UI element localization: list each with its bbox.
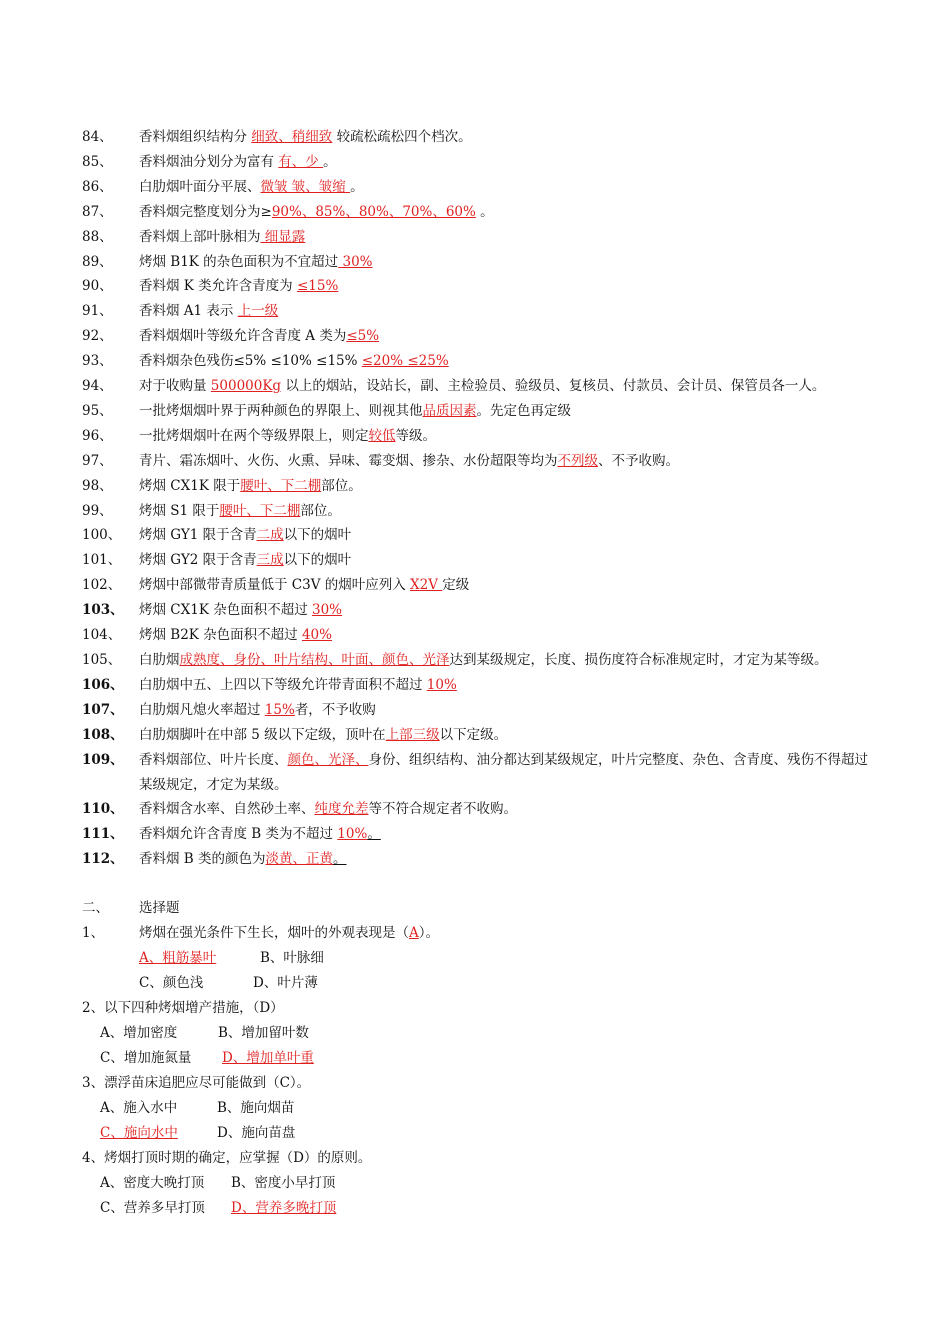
- item-text: [139, 324, 379, 348]
- item-number: 109、: [82, 751, 124, 768]
- item-number: 111、: [82, 826, 124, 843]
- answer-text: 30%: [312, 602, 343, 619]
- option-c: C、施向水中: [100, 1125, 178, 1141]
- item-text: [139, 847, 347, 871]
- item-text: [139, 523, 351, 547]
- question-text: 白肋烟叶面分平展、: [139, 178, 261, 195]
- answer-text: 颜色、光泽、: [287, 751, 369, 768]
- question-text: 青片、霜冻烟叶、火伤、火熏、异味、霉变烟、掺杂、水份超限等均为: [139, 452, 558, 469]
- item-text: [139, 125, 472, 149]
- question-number: 1、: [82, 925, 105, 941]
- item-number: 112、: [82, 851, 124, 868]
- question-text: 。: [475, 203, 494, 220]
- question-text: 烤烟 B2K 杂色面积不超过: [139, 627, 302, 643]
- question-text: 者，不予收购: [294, 701, 376, 718]
- item-text: [139, 723, 507, 747]
- item-number: 89、: [82, 253, 113, 270]
- item-text: [139, 274, 338, 298]
- item-text: [139, 698, 376, 722]
- option-d: D、叶片薄: [253, 975, 318, 991]
- question-text: 部位。: [300, 502, 341, 519]
- item-text: [139, 299, 278, 323]
- item-number: 93、: [82, 353, 113, 370]
- item-text: [139, 598, 342, 622]
- item-text: [139, 548, 351, 572]
- item-number: 96、: [82, 427, 113, 444]
- item-number: 98、: [82, 477, 113, 494]
- underlined-text: 。: [333, 851, 347, 868]
- item-number: 99、: [82, 502, 113, 519]
- question-text: 香料烟含水率、自然砂土率、: [139, 801, 315, 818]
- item-number: 90、: [82, 278, 113, 295]
- item-number: 101、: [82, 552, 122, 569]
- answer-text: 上部三级: [385, 726, 440, 743]
- question-text: 香料烟 A1 表示: [139, 303, 238, 320]
- question-text: 香料烟杂色残伤≤5% ≤10% ≤15%: [139, 353, 362, 370]
- answer-text: 三成: [256, 552, 284, 569]
- option-b: B、增加留叶数: [218, 1025, 309, 1041]
- section-title: 选择题: [139, 900, 180, 916]
- question-text: 白肋烟凡熄火率超过: [139, 701, 265, 718]
- option-c: C、营养多早打顶: [100, 1200, 205, 1216]
- question-text: 白肋烟: [139, 651, 180, 668]
- item-text: [139, 648, 828, 672]
- answer-text: 纯度允差: [314, 801, 369, 818]
- stem-text-end: ）。: [418, 925, 439, 941]
- question-text: 烤烟 S1 限于: [139, 502, 220, 519]
- option-b: B、叶脉细: [260, 950, 324, 966]
- question-text: 香料烟完整度划分为≥: [139, 203, 272, 220]
- answer-letter: A: [409, 925, 419, 941]
- question-text: 。先定色再定级: [476, 402, 571, 419]
- section-number: 二、: [82, 900, 109, 916]
- answer-text: 上一级: [237, 303, 279, 320]
- answer-text: ≤20% ≤25%: [361, 353, 449, 370]
- question-text: 部位。: [321, 477, 362, 494]
- option-d: D、营养多晚打顶: [231, 1200, 337, 1216]
- question-3-stem: 3、漂浮苗床追肥应尽可能做到（C）。: [82, 1075, 311, 1091]
- answer-text: 有、少: [278, 153, 324, 170]
- answer-text: 15%: [264, 701, 295, 718]
- question-text: 香料烟 B 类的颜色为: [139, 851, 266, 868]
- option-c: C、颜色浅: [139, 975, 204, 991]
- item-number: 103、: [82, 602, 124, 619]
- question-text: 一批烤烟烟叶界于两种颜色的界限上、则视其他: [139, 402, 423, 419]
- item-text: [139, 349, 449, 373]
- item-text: [139, 424, 436, 448]
- item-text: [139, 175, 364, 199]
- item-number: 87、: [82, 203, 113, 220]
- item-number: 97、: [82, 452, 113, 469]
- option-d: D、增加单叶重: [222, 1050, 314, 1066]
- option-b: B、密度小早打顶: [231, 1175, 336, 1191]
- item-text: [139, 474, 362, 498]
- answer-text: 二成: [256, 527, 284, 544]
- question-text: 较疏松疏松四个档次。: [332, 129, 472, 145]
- item-number: 108、: [82, 726, 124, 743]
- question-text: 烤烟 GY1 限于含青: [139, 527, 257, 544]
- question-text: 香料烟油分划分为富有: [139, 153, 279, 170]
- option-a: A、施入水中: [100, 1100, 178, 1116]
- answer-text: 品质因素: [422, 402, 477, 419]
- item-text: [139, 399, 571, 423]
- option-c: C、增加施氮量: [100, 1050, 192, 1066]
- question-2-stem: 2、以下四种烤烟增产措施，（D）: [82, 1000, 284, 1016]
- answer-text: 500000Kg: [210, 378, 282, 394]
- item-text: [139, 150, 337, 174]
- item-text: [139, 797, 517, 821]
- answer-text: 较低: [368, 427, 396, 444]
- question-text: 对于收购量: [139, 378, 211, 394]
- question-text: 、不予收购。: [598, 452, 679, 469]
- question-text: 烤烟 CX1K 杂色面积不超过: [139, 602, 312, 619]
- question-text: 。: [323, 153, 337, 170]
- answer-text: 细致、稍细致: [251, 129, 333, 145]
- question-text: 香料烟 K 类允许含青度为: [139, 278, 297, 295]
- option-a: A、粗筋暴叶: [139, 950, 217, 966]
- item-number: 88、: [82, 228, 113, 245]
- item-text: [139, 374, 825, 398]
- item-number: 86、: [82, 178, 113, 195]
- underlined-text: 。: [367, 826, 381, 843]
- question-stem: [139, 921, 439, 945]
- item-text: [139, 573, 469, 597]
- option-a: A、密度大晚打顶: [100, 1175, 205, 1191]
- item-number: 105、: [82, 651, 122, 668]
- answer-text: 腰叶、下二棚: [219, 502, 301, 519]
- question-text: 烤烟中部微带青质量低于 C3V 的烟叶应列入: [139, 577, 411, 594]
- question-text: 以下的烟叶: [283, 552, 352, 569]
- item-text: [139, 250, 373, 274]
- question-text: 烤烟 CX1K 限于: [139, 477, 241, 494]
- question-text: 等不符合规定者不收购。: [368, 801, 517, 818]
- answer-text: 微皱 皱、皱缩: [260, 178, 351, 195]
- answer-text: ≤5%: [346, 328, 380, 345]
- item-text: [139, 225, 305, 249]
- option-a: A、增加密度: [100, 1025, 178, 1041]
- answer-text: 细显露: [260, 228, 306, 245]
- answer-text: 10%: [426, 676, 457, 693]
- question-text: 香料烟允许含青度 B 类为不超过: [139, 826, 338, 843]
- question-text: 白肋烟中五、上四以下等级允许带青面积不超过: [139, 676, 427, 693]
- item-text: [139, 449, 679, 473]
- question-text: 以下定级。: [439, 726, 508, 743]
- item-text: [139, 623, 332, 647]
- question-text: 。: [350, 178, 364, 195]
- answer-text: 成熟度、身份、叶片结构、叶面、颜色、光泽: [179, 651, 450, 668]
- answer-text: 腰叶、下二棚: [240, 477, 322, 494]
- question-text: 等级。: [395, 427, 436, 444]
- item-number: 102、: [82, 577, 122, 594]
- question-text: 定级: [442, 577, 470, 594]
- item-number: 107、: [82, 701, 124, 718]
- item-number: 95、: [82, 402, 113, 419]
- answer-text: 40%: [301, 627, 332, 643]
- question-text: 达到某级规定，长度、损伤度符合标准规定时，才定为某等级。: [449, 651, 828, 668]
- option-b: B、施向烟苗: [217, 1100, 295, 1116]
- item-number: 100、: [82, 527, 122, 544]
- question-text: 香料烟组织结构分: [139, 129, 252, 145]
- question-text: 香料烟部位、叶片长度、: [139, 751, 288, 768]
- question-text: 以上的烟站，设站长，副、主检验员、验级员、复核员、付款员、会计员、保管员各一人。: [281, 378, 826, 394]
- stem-text: 烤烟在强光条件下生长，烟叶的外观表现是（: [139, 925, 409, 941]
- item-text: [139, 200, 494, 224]
- answer-text: 10%: [337, 826, 368, 843]
- question-text: 白肋烟脚叶在中部 5 级以下定级，顶叶在: [139, 726, 386, 743]
- question-text: 身份、组织结构、油分都达到某级规定，叶片完整度、杂色、含青度、残伤不得超过某级规定，才定为某级。: [139, 751, 868, 793]
- answer-text: 90%、85%、80%、70%、60%: [271, 203, 476, 220]
- answer-text: ≤15%: [296, 278, 339, 295]
- answer-text: 30%: [338, 253, 373, 270]
- item-number: 84、: [82, 129, 113, 145]
- answer-text: 淡黄、正黄: [265, 851, 334, 868]
- question-text: 烤烟 B1K 的杂色面积为不宜超过: [139, 253, 339, 270]
- question-text: 一批烤烟烟叶在两个等级界限上，则定: [139, 427, 369, 444]
- item-number: 92、: [82, 328, 113, 345]
- item-text: [139, 673, 457, 697]
- item-text: [139, 499, 341, 523]
- item-number: 91、: [82, 303, 113, 320]
- item-number: 110、: [82, 801, 124, 818]
- question-text: 烤烟 GY2 限于含青: [139, 552, 257, 569]
- question-text: 以下的烟叶: [283, 527, 352, 544]
- option-d: D、施向苗盘: [217, 1125, 296, 1141]
- question-text: 香料烟上部叶脉相为: [139, 228, 261, 245]
- item-number: 106、: [82, 676, 124, 693]
- item-text: [139, 748, 874, 798]
- item-number: 104、: [82, 627, 122, 643]
- item-text: [139, 822, 381, 846]
- item-number: 94、: [82, 378, 113, 394]
- item-number: 85、: [82, 153, 113, 170]
- question-text: 香料烟烟叶等级允许含青度 A 类为: [139, 328, 347, 345]
- answer-text: X2V: [410, 577, 443, 594]
- question-4-stem: 4、烤烟打顶时期的确定，应掌握（D）的原则。: [82, 1150, 372, 1166]
- answer-text: 不列级: [557, 452, 598, 469]
